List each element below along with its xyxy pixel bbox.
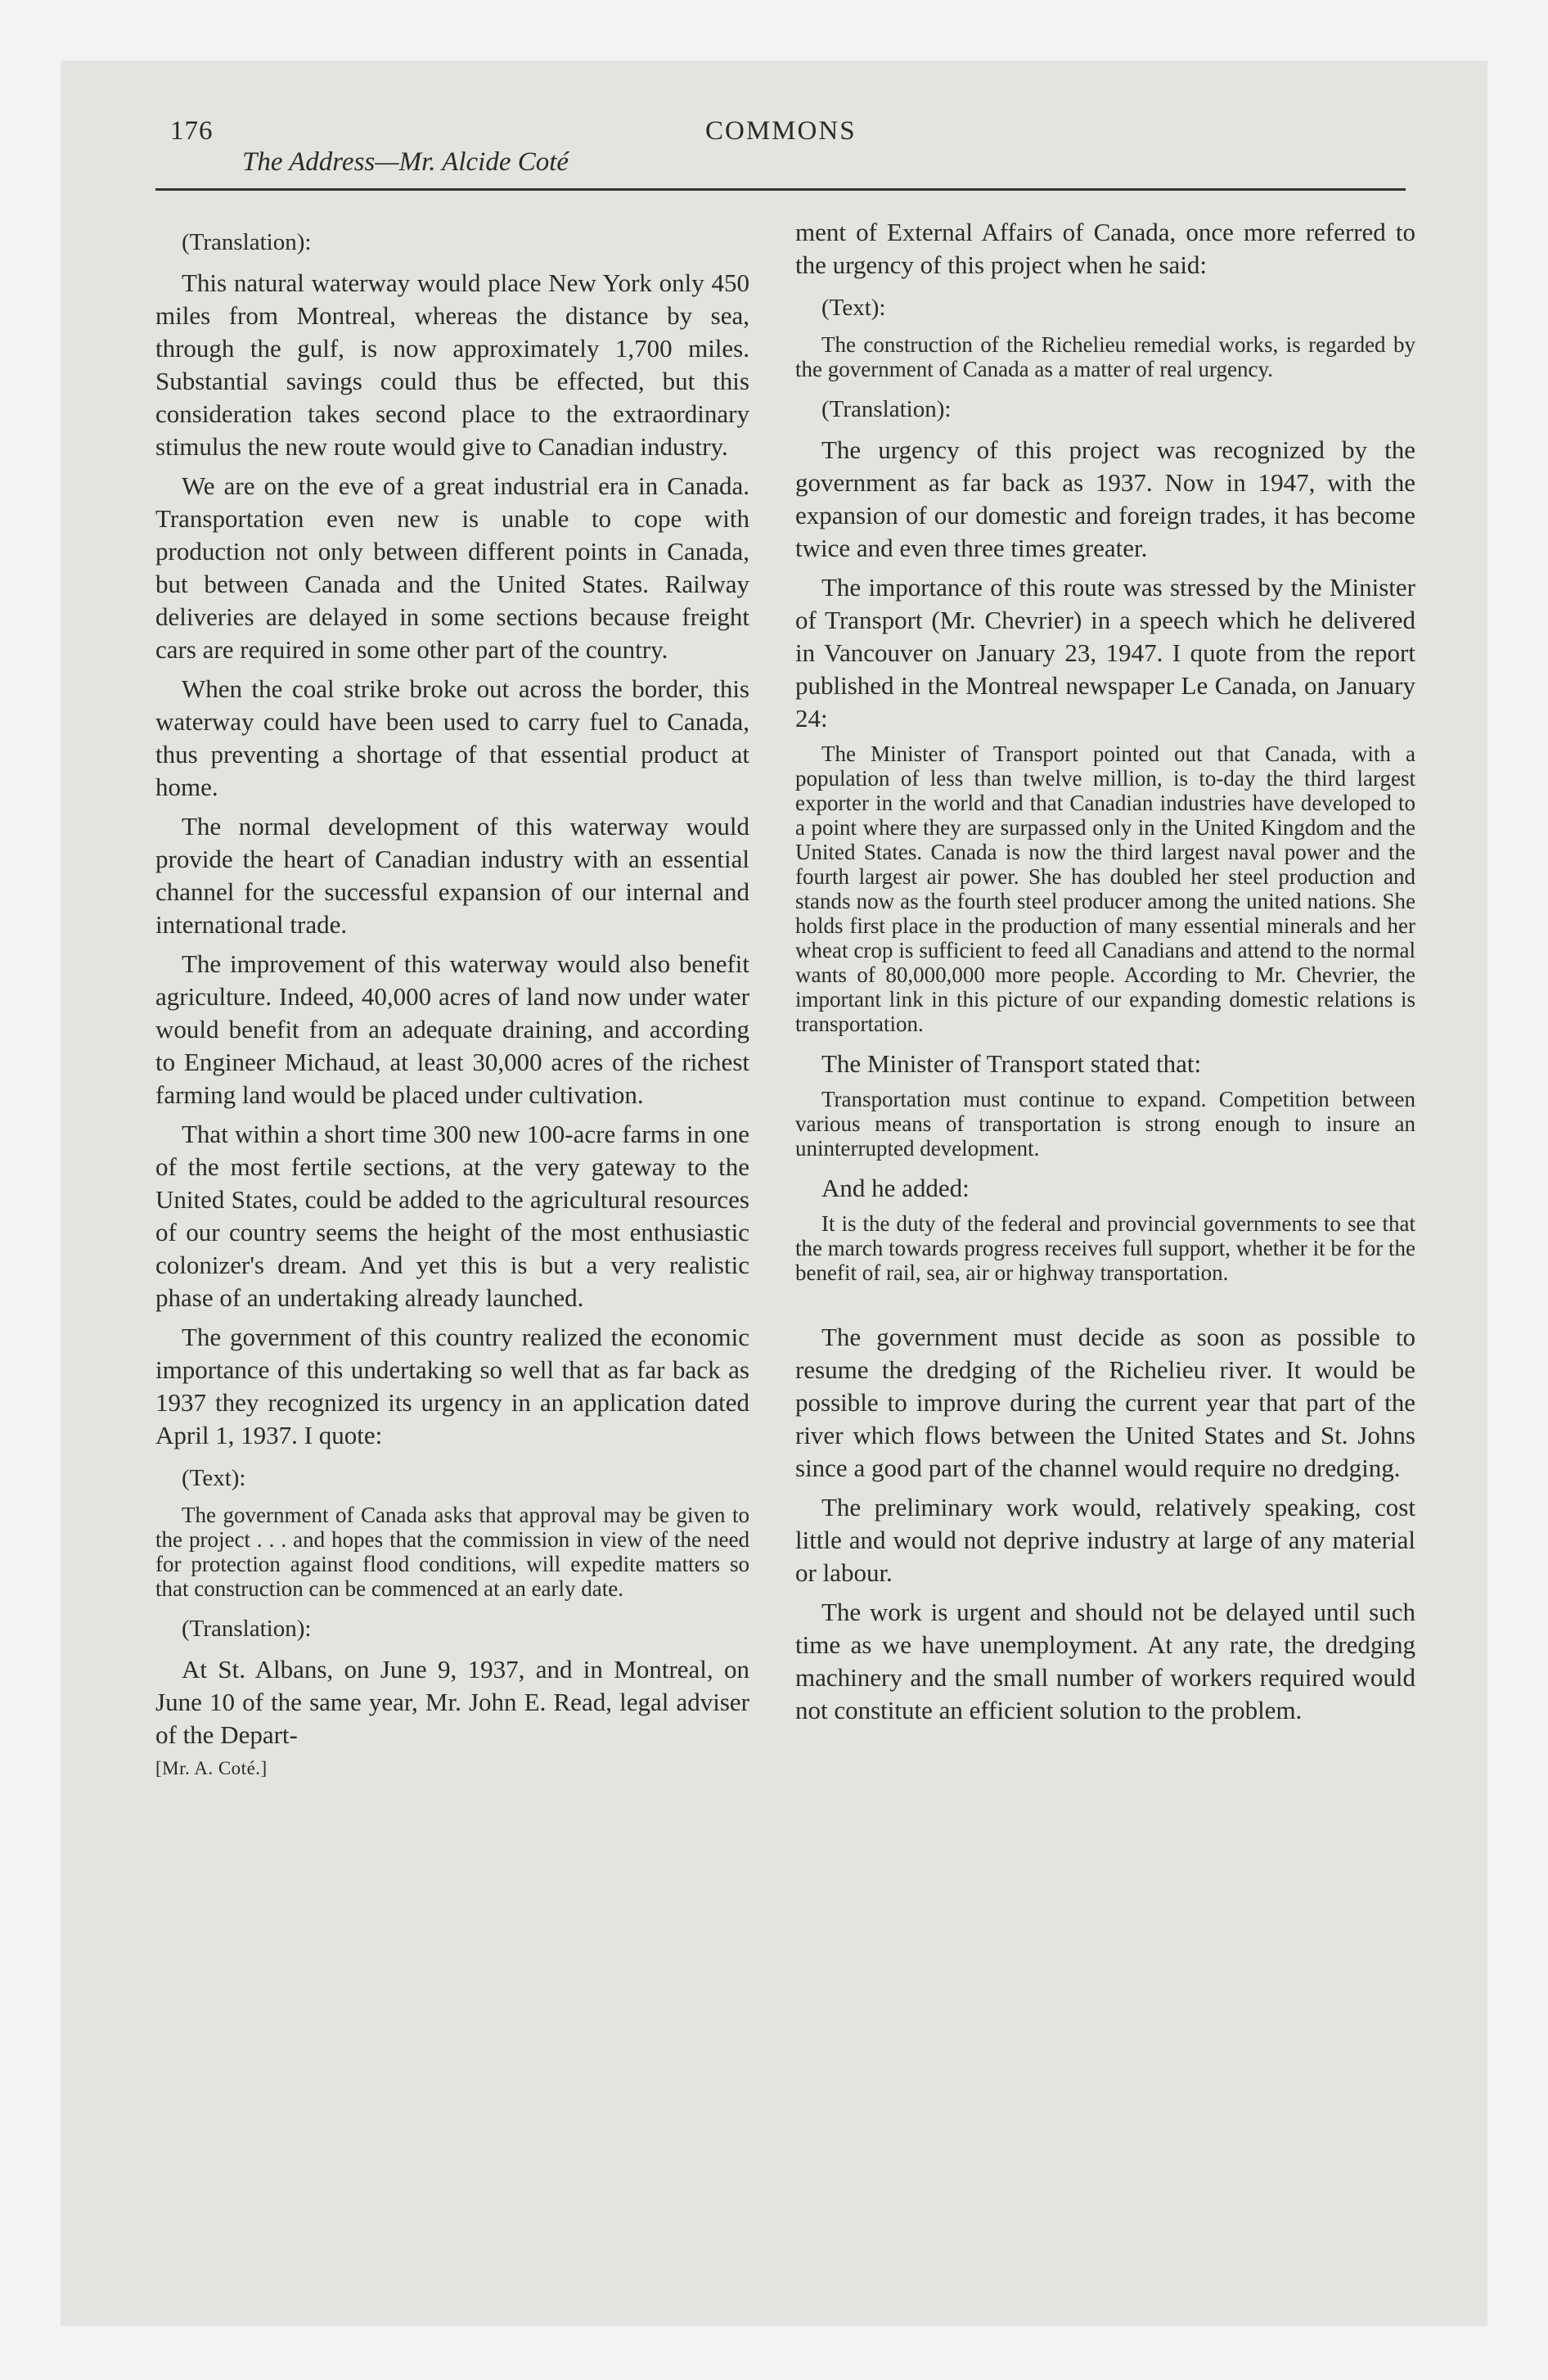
running-head: The Address—Mr. Alcide Coté <box>242 147 569 177</box>
paragraph: When the coal strike broke out across the border, this waterway could have been used to carry fuel to Canada, thus preventing a shortage of that essential product at home. <box>155 674 749 801</box>
paragraph: The Minister of Transport stated that: <box>821 1049 1202 1078</box>
right-column <box>795 216 1415 1733</box>
paragraph: ment of External Affairs of Canada, once more referred to the urgency of this project when he said: <box>795 218 1415 279</box>
paragraph: The improvement of this waterway would also benefit agriculture. Indeed, 40,000 acres of land now under water would benefit from an adequate draining, and according to Engineer Michaud, at least 30,000 acres of the richest farming land would be placed under cultivation. <box>155 949 749 1109</box>
section-label: (Text): <box>182 1465 246 1491</box>
paragraph: That within a short time 300 new 100-acre farms in one of the most fertile sections, at the very gateway to the United States, could be added to the agricultural resources of our country seems the height of the most enthusiastic colonizer's dream. And yet this is but a very realistic phase of an undertaking already launched. <box>155 1120 749 1312</box>
block-quote: The construction of the Richelieu remedial works, is regarded by the government of Canada as a matter of real urgency. <box>795 332 1415 381</box>
paragraph: This natural waterway would place New York only 450 miles from Montreal, whereas the distance by sea, through the gulf, is now approximately 1,700 miles. Substantial savings could thus be effected, but this consideration takes second place to the extraordinary stimulus the new route would give to Canadian industry. <box>155 268 749 461</box>
speaker-reference: [Mr. A. Coté.] <box>155 1758 268 1778</box>
paragraph: We are on the eve of a great industrial era in Canada. Transportation even new is unable to cope with production not only between different points in Canada, but between Canada and the United States. Railway deliveries are delayed in some sections because freight cars are required in some other part of the country. <box>155 471 749 664</box>
page-number: 176 <box>170 116 214 146</box>
paragraph: The work is urgent and should not be delayed until such time as we have unemployment. At any rate, the dredging machinery and the small number of workers required would not constitute an efficient solution to the problem. <box>795 1598 1415 1724</box>
block-quote: It is the duty of the federal and provincial governments to see that the march towards progress receives full support, whether it be for the benefit of rail, sea, air or highway transportation. <box>795 1211 1415 1285</box>
block-quote: Transportation must continue to expand. Competition between various means of transportation is strong enough to insure an uninterrupted development. <box>795 1087 1415 1161</box>
left-column <box>155 216 749 1779</box>
section-label: (Translation): <box>182 229 312 255</box>
paragraph: The government of this country realized the economic importance of this undertaking so well that as far back as 1937 they recognized its urgency in an application dated April 1, 1937. I quote: <box>155 1323 749 1449</box>
page-header-title: COMMONS <box>705 116 857 146</box>
block-quote: The government of Canada asks that approval may be given to the project . . . and hopes that the commission in view of the need for protection against flood conditions, will expedite matters so that construction can be commenced at an early date. <box>155 1503 749 1601</box>
paragraph: At St. Albans, on June 9, 1937, and in Montreal, on June 10 of the same year, Mr. John E. Read, legal adviser of the Depart- <box>155 1655 749 1749</box>
paragraph: The preliminary work would, relatively speaking, cost little and would not deprive industry at large of any material or labour. <box>795 1493 1415 1587</box>
paragraph: The normal development of this waterway would provide the heart of Canadian industry with an essential channel for the successful expansion of our internal and international trade. <box>155 812 749 939</box>
section-label: (Text): <box>821 295 886 321</box>
block-quote: The Minister of Transport pointed out that Canada, with a population of less than twelve million, is to-day the third largest exporter in the world and that Canadian industries have developed to a point where they are surpassed only in the United Kingdom and the United States. Canada is now the third largest naval power and the fourth largest air power. She has doubled her steel production and stands now as the fourth steel producer among the united nations. She holds first place in the production of many essential minerals and her wheat crop is sufficient to feed all Canadians and attend to the normal wants of 80,000,000 more people. According to Mr. Chevrier, the important link in this picture of our expanding domestic relations is transportation. <box>795 741 1415 1036</box>
paragraph: And he added: <box>821 1174 970 1202</box>
section-label: (Translation): <box>821 396 952 422</box>
paragraph: The urgency of this project was recognized by the government as far back as 1937. Now in 1947, with the expansion of our domestic and foreign trades, it has become twice and even three times greater. <box>795 435 1415 562</box>
header-rule <box>155 188 1406 191</box>
paragraph: The government must decide as soon as possible to resume the dredging of the Richelieu river. It would be possible to improve during the current year that part of the river which flows between the United States and St. Johns since a good part of the channel would require no dredging. <box>795 1323 1415 1482</box>
paragraph: The importance of this route was stressed by the Minister of Transport (Mr. Chevrier) in a speech which he delivered in Vancouver on January 23, 1947. I quote from the report published in the Montreal newspaper Le Canada, on January 24: <box>795 573 1415 732</box>
section-label: (Translation): <box>182 1616 312 1642</box>
